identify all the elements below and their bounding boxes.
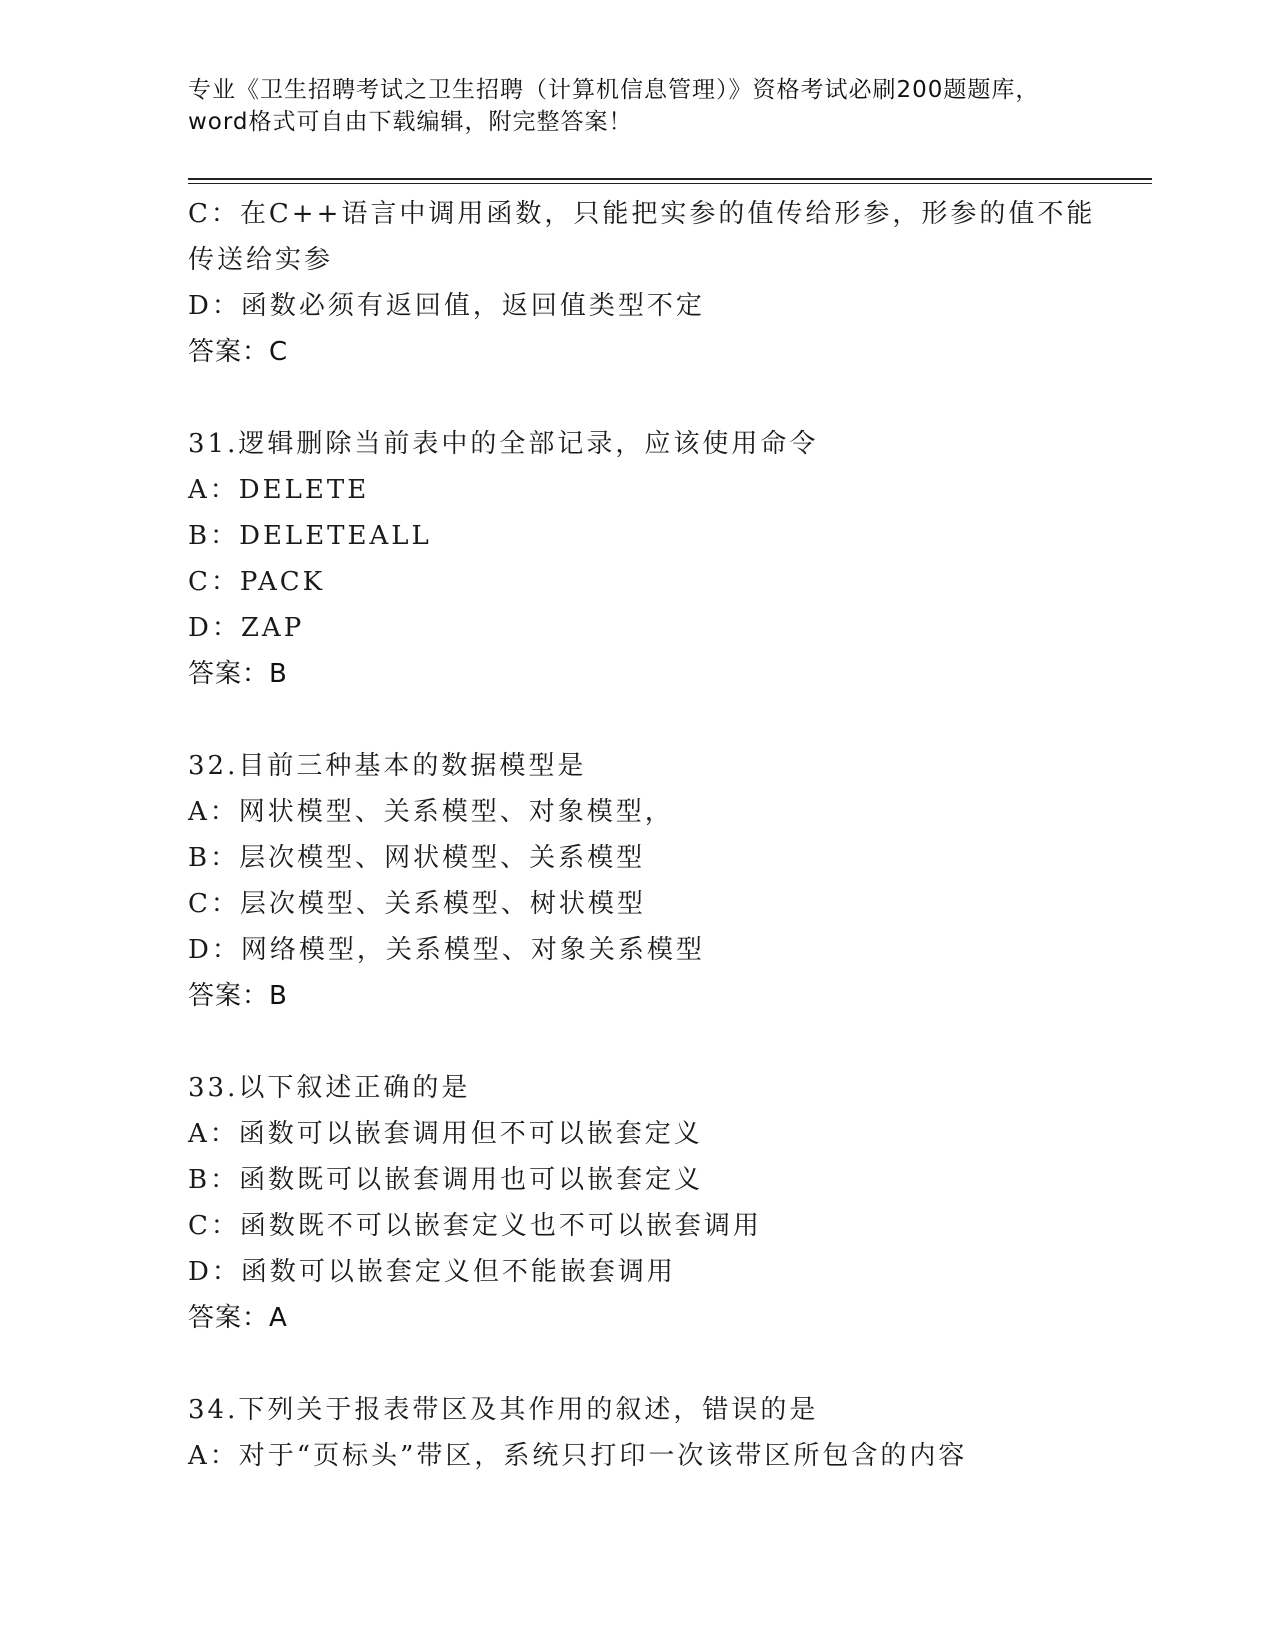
question-text: 31.逻辑删除当前表中的全部记录，应该使用命令: [188, 429, 819, 459]
option-d: D：网络模型，关系模型、对象关系模型: [188, 935, 705, 965]
answer-line: 答案：C: [188, 337, 289, 367]
block-spacer: [188, 375, 1088, 421]
answer-line: 答案：A: [188, 1303, 288, 1333]
header-divider-bottom: [188, 183, 1152, 184]
option-b: B：DELETEALL: [188, 521, 432, 551]
option-d: D：ZAP: [188, 613, 305, 643]
option-c: C：层次模型、关系模型、树状模型: [188, 889, 646, 919]
header-divider-top: [188, 178, 1152, 180]
option-a: A：DELETE: [188, 475, 370, 505]
option-b: B：函数既可以嵌套调用也可以嵌套定义: [188, 1165, 704, 1195]
option-a: A：对于“页标头”带区，系统只打印一次该带区所包含的内容: [188, 1441, 968, 1471]
header-title-line1: 专业《卫生招聘考试之卫生招聘（计算机信息管理）》资格考试必刷200题题库，: [188, 77, 1040, 103]
question-block-32: [188, 743, 1088, 1019]
option-c-line2: 传送给实参: [188, 245, 334, 275]
answer-line: 答案：B: [188, 659, 288, 689]
question-block-34: [188, 1387, 1088, 1479]
document-header: [188, 74, 1088, 138]
option-c-line1: C：在C++语言中调用函数，只能把实参的值传给形参，形参的值不能: [188, 199, 1096, 229]
option-c: C：函数既不可以嵌套定义也不可以嵌套调用: [188, 1211, 762, 1241]
option-d: D：函数必须有返回值，返回值类型不定: [188, 291, 705, 321]
question-block-31: [188, 421, 1088, 697]
header-title-line2: word格式可自由下载编辑，附完整答案！: [188, 109, 633, 135]
option-b: B：层次模型、网状模型、关系模型: [188, 843, 646, 873]
answer-line: 答案：B: [188, 981, 288, 1011]
question-text: 34.下列关于报表带区及其作用的叙述，错误的是: [188, 1395, 819, 1425]
option-c: C：PACK: [188, 567, 326, 597]
block-spacer: [188, 1019, 1088, 1065]
question-text: 33.以下叙述正确的是: [188, 1073, 471, 1103]
document-body: [188, 191, 1096, 1479]
block-spacer: [188, 697, 1088, 743]
question-block-continued: [188, 191, 1096, 375]
option-a: A：函数可以嵌套调用但不可以嵌套定义: [188, 1119, 703, 1149]
question-block-33: [188, 1065, 1088, 1341]
block-spacer: [188, 1341, 1088, 1387]
question-text: 32.目前三种基本的数据模型是: [188, 751, 587, 781]
option-d: D：函数可以嵌套定义但不能嵌套调用: [188, 1257, 676, 1287]
option-a: A：网状模型、关系模型、对象模型，: [188, 797, 674, 827]
